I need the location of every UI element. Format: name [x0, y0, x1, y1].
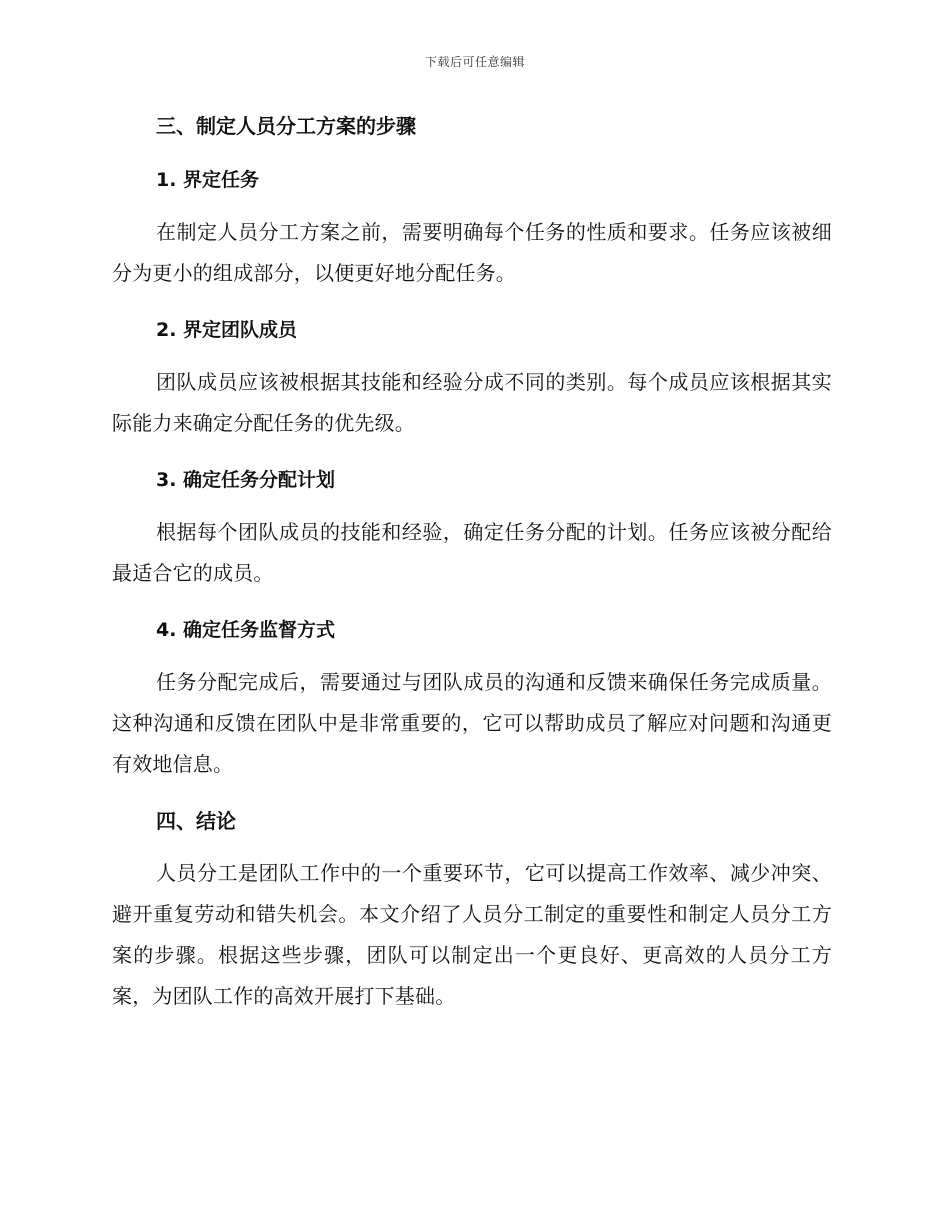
section-four-title: 四、结论 [156, 809, 236, 833]
page-header: 下载后可任意编辑 [424, 55, 525, 69]
step-three-paragraph: 根据每个团队成员的技能和经验，确定任务分配的计划。任务应该被分配给最适合它的成员。 [112, 520, 832, 585]
section-three-title: 三、制定人员分工方案的步骤 [156, 114, 416, 138]
step-two-title: 2. 界定团队成员 [156, 319, 298, 341]
step-three-title: 3. 确定任务分配计划 [156, 469, 336, 491]
document-body [112, 108, 832, 1017]
conclusion-paragraph: 人员分工是团队工作中的一个重要环节，它可以提高工作效率、减少冲突、避开重复劳动和错失机会。本文介绍了人员分工制定的重要性和制定人员分工方案的步骤。根据这些步骤，团队可以制定出一个更良好、更高效的人员分工方案，为团队工作的高效开展打下基础。 [112, 861, 832, 1008]
step-one-paragraph: 在制定人员分工方案之前，需要明确每个任务的性质和要求。任务应该被细分为更小的组成部分，以便更好地分配任务。 [112, 220, 832, 285]
step-four-paragraph: 任务分配完成后，需要通过与团队成员的沟通和反馈来确保任务完成质量。这种沟通和反馈在团队中是非常重要的，它可以帮助成员了解应对问题和沟通更有效地信息。 [112, 670, 832, 776]
step-four-title: 4. 确定任务监督方式 [156, 619, 336, 641]
step-one-title: 1. 界定任务 [156, 169, 260, 191]
step-two-paragraph: 团队成员应该被根据其技能和经验分成不同的类别。每个成员应该根据其实际能力来确定分配任务的优先级。 [112, 370, 832, 435]
